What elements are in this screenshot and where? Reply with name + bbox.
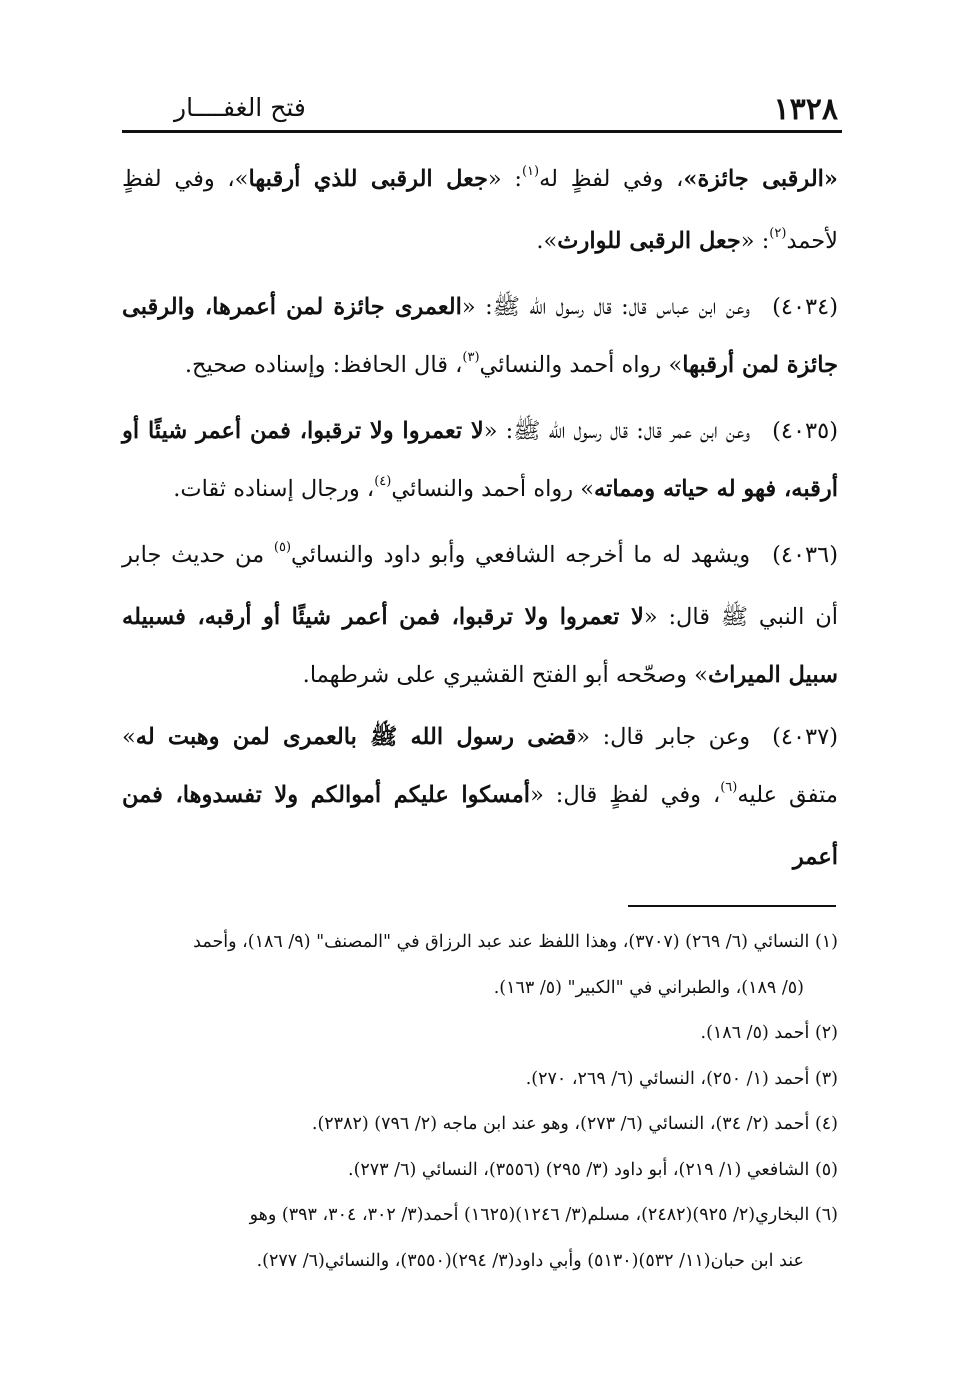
body-text-segment: » رواه أحمد والنسائي: [391, 476, 595, 502]
footnote-continuation: عند ابن حبان(١١/ ٥٣٢)(٥١٣٠) وأبي داود(٣/ ٢٩٤)(٣٥٥٠)، والنسائي(٦/ ٢٧٧).: [256, 1250, 804, 1271]
footnote-number: (١): [814, 932, 838, 952]
body-text-segment: وعن ابن عمر قال: قال رسول الله ﷺ: «: [483, 418, 751, 444]
book-title: فتح الغفــــار: [174, 93, 306, 122]
quoted-text: العمرى جائزة لمن أعمرها، والرقبى جائزة لمن أرقبها: [122, 294, 838, 378]
footnote-number: (٢): [814, 1023, 838, 1043]
footnote: [122, 920, 838, 1011]
body-text-segment: من حديث جابر أن النبي ﷺ قال: «: [122, 542, 838, 630]
quoted-text: لا تعمروا ولا ترقبوا، فمن أعمر شيئًا أو أرقبه، فسبيله سبيل الميراث: [122, 604, 838, 688]
hadith-number: (٤٠٣٤): [772, 294, 838, 320]
footnote-number: (٥): [814, 1159, 838, 1180]
footnote-number: (٣): [814, 1068, 838, 1089]
footnote: [122, 1102, 838, 1148]
main-text: [122, 150, 838, 890]
footnote: [122, 1148, 838, 1194]
footnote-text: أحمد (٥/ ١٨٦).: [700, 1023, 810, 1043]
footnote-reference: (٥): [273, 540, 292, 555]
footnote-text: الشافعي (١/ ٢١٩)، أبو داود (٣/ ٢٩٥) (٣٥٥٦)، النسائي (٦/ ٢٧٣).: [348, 1159, 810, 1180]
footnote-text: البخاري(٢/ ٩٢٥)(٢٤٨٢)، مسلم(٣/ ١٢٤٦)(١٦٢٥) أحمد(٣/ ٣٠٢، ٣٠٤، ٣٩٣) وهو: [249, 1205, 810, 1225]
footnote-number: (٤): [814, 1114, 838, 1134]
body-text-segment: » متفق عليه: [122, 724, 838, 808]
body-text-segment: ».: [536, 228, 558, 254]
footnote-number: (٦): [814, 1205, 838, 1225]
quoted-text: «الرقبى جائزة»: [683, 166, 838, 192]
quoted-text: لا تعمروا ولا ترقبوا، فمن أعمر شيئًا أو أرقبه، فهو له حياته ومماته: [122, 418, 838, 502]
footnote: [122, 1193, 838, 1284]
footnote-reference: (٣): [462, 350, 480, 365]
quoted-text: جعل الرقبى للذي أرقبها: [248, 166, 488, 192]
footnote-reference: (٦): [720, 780, 738, 795]
footnote-text: أحمد (٢/ ٣٤)، النسائي (٦/ ٢٧٣)، وهو عند ابن ماجه (٢/ ٧٩٦) (٢٣٨٢).: [311, 1114, 810, 1134]
page-number: ١٣٢٨: [773, 92, 838, 127]
footnotes-section: [122, 920, 838, 1284]
footnote-text: النسائي (٦/ ٢٦٩) (٣٧٠٧)، وهذا اللفظ عند عبد الرزاق في "المصنف" (٩/ ١٨٦)، وأحمد: [193, 932, 810, 952]
body-text-segment: ، وفي لفظٍ قال: «: [530, 782, 721, 808]
footnote-reference: (٢): [769, 226, 787, 241]
hadith-number: (٤٠٣٧): [772, 724, 838, 750]
footnote: [122, 1057, 838, 1103]
hadith-paragraph: [122, 402, 838, 522]
footnote-divider: [628, 905, 836, 907]
body-text-segment: ، وفي لفظٍ له: [539, 166, 684, 192]
body-text-segment: ويشهد له ما أخرجه الشافعي وأبو داود والنسائي: [291, 542, 751, 568]
quoted-text: قضى رسول الله ﷺ بالعمرى لمن وهبت له: [135, 724, 577, 750]
footnote-reference: (١): [521, 164, 540, 179]
footnote-text: أحمد (١/ ٢٥٠)، النسائي (٦/ ٢٦٩، ٢٧٠).: [525, 1068, 810, 1089]
hadith-paragraph: [122, 526, 838, 704]
body-text-segment: » وصحّحه أبو الفتح القشيري على شرطهما.: [302, 662, 708, 688]
quoted-text: جعل الرقبى للوارث: [557, 228, 741, 254]
body-text-segment: : «: [487, 166, 522, 192]
footnote: [122, 1011, 838, 1057]
header-divider: [122, 130, 842, 133]
footnote-reference: (٤): [374, 474, 392, 489]
hadith-paragraph: [122, 150, 838, 274]
body-text-segment: ، ورجال إسناده ثقات.: [173, 476, 375, 502]
hadith-paragraph: [122, 278, 838, 398]
body-text-segment: : «: [740, 228, 770, 254]
body-text-segment: » رواه أحمد والنسائي: [479, 352, 683, 378]
hadith-paragraph: [122, 708, 838, 886]
quoted-text: أمسكوا عليكم أموالكم ولا تفسدوها، فمن أعمر: [122, 782, 838, 870]
footnote-continuation: (٥/ ١٨٩)، والطبراني في "الكبير" (٥/ ١٦٣).: [493, 977, 804, 998]
body-text-segment: »، وفي لفظٍ لأحمد: [122, 166, 838, 254]
hadith-number: (٤٠٣٦): [772, 542, 838, 568]
body-text-segment: ، قال الحافظ: وإسناده صحيح.: [184, 352, 463, 378]
hadith-number: (٤٠٣٥): [772, 418, 838, 444]
body-text-segment: وعن جابر قال: «: [576, 724, 751, 750]
body-text-segment: وعن ابن عباس قال: قال رسول الله ﷺ: «: [461, 294, 751, 320]
